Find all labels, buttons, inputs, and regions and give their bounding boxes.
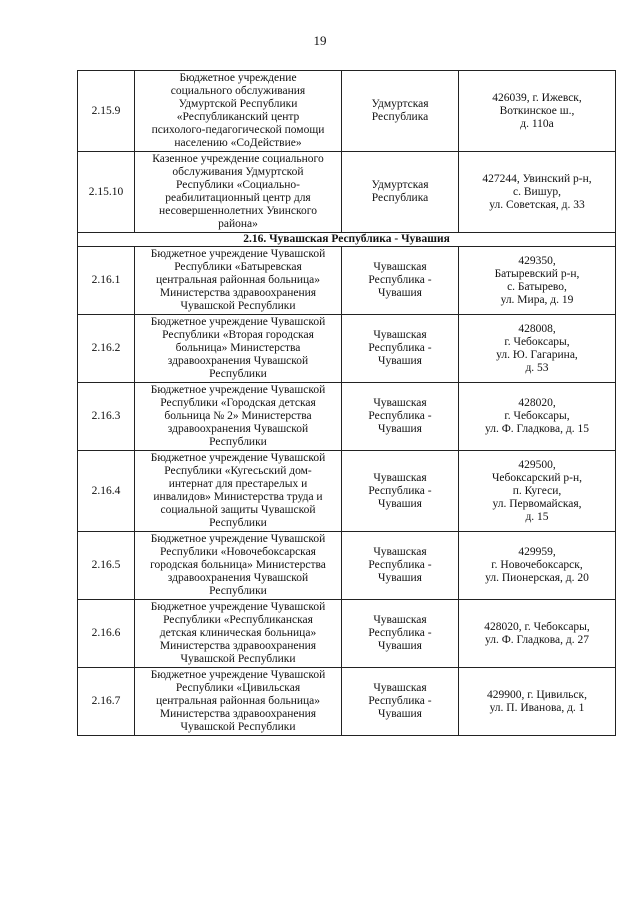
row-number: 2.15.10 bbox=[78, 152, 135, 233]
institution-name-line: Бюджетное учреждение Чувашской bbox=[150, 248, 326, 260]
region-line: Чувашия bbox=[378, 708, 422, 720]
address bbox=[459, 71, 616, 152]
institution-name-line: реабилитационный центр для bbox=[165, 192, 311, 204]
region-line: Республика - bbox=[368, 695, 432, 707]
institution-name bbox=[135, 152, 342, 233]
institution-name-line: Республики bbox=[209, 368, 267, 380]
address-line: ул. Ю. Гагарина, bbox=[496, 348, 578, 361]
institution-name-line: Чувашской Республики bbox=[180, 300, 296, 312]
institution-name-line: района» bbox=[218, 218, 258, 230]
region bbox=[342, 247, 459, 315]
institution-name-line: Республики bbox=[209, 436, 267, 448]
institution-name-line: населению «СоДействие» bbox=[174, 137, 302, 149]
address bbox=[459, 247, 616, 315]
institution-name-line: здравоохранения Чувашской bbox=[167, 355, 309, 367]
region-line: Республика - bbox=[368, 559, 432, 571]
region-line: Республика bbox=[371, 111, 429, 123]
region-line: Чувашская bbox=[373, 614, 427, 626]
institution-name-line: Удмуртской Республики bbox=[178, 98, 298, 110]
institution-name-line: Бюджетное учреждение Чувашской bbox=[150, 669, 326, 681]
institution-name bbox=[135, 668, 342, 736]
institution-name-line: инвалидов» Министерства труда и bbox=[153, 491, 323, 503]
institution-name-line: Бюджетное учреждение Чувашской bbox=[150, 601, 326, 613]
region-line: Республика - bbox=[368, 274, 432, 286]
address-line: 426039, г. Ижевск, bbox=[492, 91, 582, 104]
address-line: с. Вишур, bbox=[513, 185, 561, 198]
address bbox=[459, 451, 616, 532]
table-row bbox=[78, 247, 616, 315]
table-row bbox=[78, 600, 616, 668]
address-line: ул. Мира, д. 19 bbox=[500, 293, 574, 306]
table-row bbox=[78, 315, 616, 383]
institution-name-line: Бюджетное учреждение Чувашской bbox=[150, 452, 326, 464]
institution-name-line: Республики «Новочебоксарская bbox=[160, 546, 316, 558]
address-line: ул. Ф. Гладкова, д. 27 bbox=[484, 633, 590, 646]
row-number: 2.16.7 bbox=[78, 668, 135, 736]
institution-name-line: Республики bbox=[209, 585, 267, 597]
region-line: Чувашия bbox=[378, 572, 422, 584]
institution-name-line: больница» Министерства bbox=[175, 342, 301, 354]
institution-name-line: Бюджетное учреждение Чувашской bbox=[150, 384, 326, 396]
institution-name bbox=[135, 247, 342, 315]
region-line: Чувашская bbox=[373, 471, 427, 484]
institution-name bbox=[135, 600, 342, 668]
address-line: ул. Советская, д. 33 bbox=[489, 198, 585, 211]
institution-name bbox=[135, 451, 342, 532]
row-number: 2.16.5 bbox=[78, 532, 135, 600]
region bbox=[342, 383, 459, 451]
region-line: Чувашская bbox=[373, 329, 427, 341]
institution-name-line: здравоохранения Чувашской bbox=[167, 572, 309, 584]
institution-name-line: центральная районная больница» bbox=[155, 274, 321, 286]
address-line: д. 15 bbox=[525, 510, 549, 523]
address-line: п. Кугеси, bbox=[512, 484, 562, 497]
institution-name-line: Республики «Цивильская bbox=[175, 682, 301, 694]
address bbox=[459, 152, 616, 233]
row-number: 2.16.1 bbox=[78, 247, 135, 315]
address-line: д. 110а bbox=[520, 117, 554, 130]
address-line: Чебоксарский р-н, bbox=[491, 471, 583, 484]
institution-name-line: Министерства здравоохранения bbox=[159, 640, 317, 652]
address-line: Воткинское ш., bbox=[499, 104, 575, 117]
institution-name bbox=[135, 315, 342, 383]
address-line: Батыревский р-н, bbox=[494, 267, 580, 280]
address-line: 429350, bbox=[518, 254, 556, 267]
address-line: 429500, bbox=[518, 458, 556, 471]
institution-name bbox=[135, 532, 342, 600]
table-row bbox=[78, 451, 616, 532]
institution-name-line: Чувашской Республики bbox=[180, 721, 296, 733]
institution-name-line: несовершеннолетних Увинского bbox=[159, 205, 317, 217]
section-title: 2.16. Чувашская Республика - Чувашия bbox=[78, 233, 616, 247]
address-line: д. 53 bbox=[525, 361, 549, 374]
institution-name-line: социального обслуживания bbox=[170, 85, 306, 97]
institution-name bbox=[135, 383, 342, 451]
institution-name-line: Республики «Городская детская bbox=[160, 397, 316, 409]
institution-name-line: больница № 2» Министерства bbox=[164, 410, 312, 422]
table-row bbox=[78, 383, 616, 451]
region-line: Чувашия bbox=[378, 640, 422, 652]
row-number: 2.16.3 bbox=[78, 383, 135, 451]
institution-name-line: Республики «Батыревская bbox=[174, 261, 302, 273]
address-line: г. Чебоксары, bbox=[504, 410, 570, 422]
address bbox=[459, 532, 616, 600]
institution-name-line: Чувашской Республики bbox=[180, 653, 296, 665]
institutions-table bbox=[77, 70, 616, 736]
region-line: Чувашская bbox=[373, 682, 427, 694]
address-line: 427244, Увинский р-н, bbox=[482, 172, 592, 185]
institution-name-line: Бюджетное учреждение bbox=[179, 72, 297, 84]
institution-name-line: Республики «Вторая городская bbox=[162, 329, 314, 341]
region-line: Республика - bbox=[368, 342, 432, 354]
address-line: 428008, bbox=[518, 322, 556, 335]
region bbox=[342, 451, 459, 532]
institution-name-line: Бюджетное учреждение Чувашской bbox=[150, 533, 326, 545]
region-line: Чувашия bbox=[378, 423, 422, 435]
table-row bbox=[78, 532, 616, 600]
address-line: ул. П. Иванова, д. 1 bbox=[489, 701, 585, 714]
region bbox=[342, 152, 459, 233]
institution-name-line: городская больница» Министерства bbox=[150, 559, 326, 571]
address-line: 428020, bbox=[518, 397, 556, 409]
row-number: 2.16.6 bbox=[78, 600, 135, 668]
address-line: г. Чебоксары, bbox=[504, 335, 570, 348]
institution-name-line: психолого-педагогической помощи bbox=[151, 124, 325, 136]
institution-name-line: Республики bbox=[209, 517, 267, 529]
page-number: 19 bbox=[313, 33, 327, 48]
row-number: 2.15.9 bbox=[78, 71, 135, 152]
region bbox=[342, 315, 459, 383]
region bbox=[342, 532, 459, 600]
region-line: Республика - bbox=[368, 410, 432, 422]
address-line: 429959, bbox=[518, 546, 556, 558]
address bbox=[459, 668, 616, 736]
institution-name-line: «Республиканский центр bbox=[176, 111, 300, 123]
region-line: Чувашская bbox=[373, 261, 427, 273]
row-number: 2.16.4 bbox=[78, 451, 135, 532]
address-line: ул. Первомайская, bbox=[492, 497, 582, 510]
region-line: Чувашия bbox=[378, 355, 422, 367]
address-line: 429900, г. Цивильск, bbox=[486, 688, 587, 701]
address-line: г. Новочебоксарск, bbox=[491, 559, 583, 571]
region-line: Удмуртская bbox=[371, 179, 429, 191]
address-line: ул. Пионерская, д. 20 bbox=[485, 572, 589, 584]
table-row bbox=[78, 71, 616, 152]
region-line: Республика bbox=[371, 192, 429, 204]
row-number: 2.16.2 bbox=[78, 315, 135, 383]
section-header-row bbox=[78, 233, 616, 247]
region-line: Чувашия bbox=[378, 497, 422, 510]
institution-name-line: социальной защиты Чувашской bbox=[160, 504, 316, 516]
institution-name bbox=[135, 71, 342, 152]
address-line: с. Батырево, bbox=[507, 280, 567, 293]
institutions-table-body bbox=[78, 71, 616, 736]
address bbox=[459, 383, 616, 451]
region-line: Удмуртская bbox=[371, 98, 429, 110]
table-row bbox=[78, 152, 616, 233]
institution-name-line: обслуживания Удмуртской bbox=[172, 166, 304, 178]
institution-name-line: детская клиническая больница» bbox=[159, 627, 317, 639]
institution-name-line: Бюджетное учреждение Чувашской bbox=[150, 316, 326, 328]
institution-name-line: Казенное учреждение социального bbox=[152, 153, 324, 165]
region-line: Чувашская bbox=[373, 397, 427, 409]
region-line: Чувашия bbox=[378, 287, 422, 299]
institution-name-line: Министерства здравоохранения bbox=[159, 708, 317, 720]
institution-name-line: центральная районная больница» bbox=[155, 695, 321, 707]
institution-name-line: Республики «Республиканская bbox=[163, 614, 313, 626]
institution-name-line: Министерства здравоохранения bbox=[159, 287, 317, 299]
institution-name-line: Республики «Социально- bbox=[176, 179, 300, 191]
region bbox=[342, 600, 459, 668]
address bbox=[459, 600, 616, 668]
address-line: 428020, г. Чебоксары, bbox=[484, 620, 590, 633]
region-line: Республика - bbox=[368, 484, 432, 497]
table-row bbox=[78, 668, 616, 736]
region bbox=[342, 668, 459, 736]
region bbox=[342, 71, 459, 152]
institution-name-line: Республики «Кугесьский дом- bbox=[164, 465, 312, 477]
region-line: Чувашская bbox=[373, 546, 427, 558]
address bbox=[459, 315, 616, 383]
institution-name-line: здравоохранения Чувашской bbox=[167, 423, 309, 435]
institution-name-line: интернат для престарелых и bbox=[168, 478, 308, 490]
address-line: ул. Ф. Гладкова, д. 15 bbox=[484, 423, 590, 435]
region-line: Республика - bbox=[368, 627, 432, 639]
